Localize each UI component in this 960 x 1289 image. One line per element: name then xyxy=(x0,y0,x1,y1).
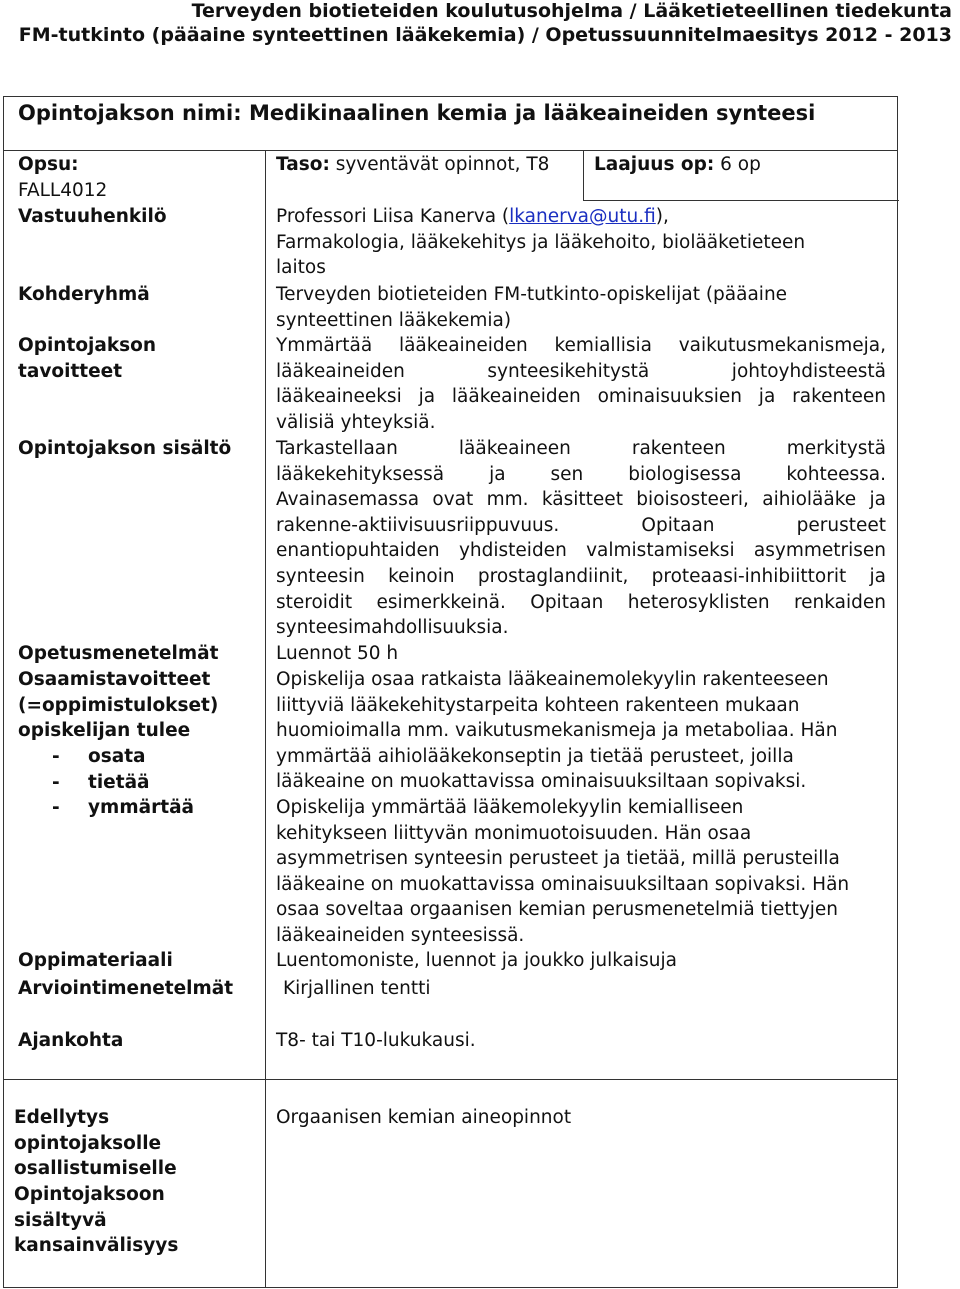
bottom-row-divider xyxy=(3,1079,898,1080)
osaamis-line-4: ymmärtää aihiolääkekonseptin ja tietää perusteet, joilla xyxy=(276,745,794,767)
opsu-code: FALL4012 xyxy=(18,180,108,201)
edellytys-label xyxy=(14,1105,177,1182)
tavoitteet-line-3: lääkeaineeksi ja lääkeaineiden ominaisuuksien ja rakenteen xyxy=(276,386,886,408)
materiaali-value: Luentomoniste, luennot ja joukko julkaisuja xyxy=(276,950,677,971)
kv-label-1: Opintojaksoon xyxy=(14,1184,165,1205)
arviointi-value: Kirjallinen tentti xyxy=(283,978,431,999)
dash-icon: - xyxy=(52,771,60,793)
osaamis-line-11: lääkeaineiden synteesissä. xyxy=(276,924,525,946)
osaamis-line-3: huomioimalla mm. vaikutusmekanismeja ja metaboliaa. Hän xyxy=(276,720,838,742)
osaamis-value xyxy=(276,667,849,949)
taso-value: syventävät opinnot, T8 xyxy=(329,154,550,175)
osaamis-line-2: liittyviä lääkekehitystarpeita kohteen rakenteen mukaan xyxy=(276,694,800,716)
ajankohta-label: Ajankohta xyxy=(18,1030,124,1051)
laajuus-value: 6 op xyxy=(714,154,761,175)
sisalto-line-7: steroidit esimerkkeinä. Opitaan heterosyklisten renkaiden xyxy=(276,591,886,613)
vastuu-label: Vastuuhenkilö xyxy=(18,206,167,227)
osaamis-label-1: Osaamistavoitteet xyxy=(18,669,211,690)
osaamis-label-3: opiskelijan tulee xyxy=(18,720,191,742)
dash-icon: - xyxy=(52,746,60,767)
vastuu-line-1 xyxy=(276,204,805,230)
tavoitteet-line-4: välisiä yhteyksiä. xyxy=(276,411,436,433)
vastuu-prefix: Professori Liisa Kanerva ( xyxy=(276,206,510,227)
edellytys-label-3: osallistumiselle xyxy=(14,1158,177,1180)
vastuu-value xyxy=(276,204,805,281)
tavoitteet-label-2: tavoitteet xyxy=(18,360,123,382)
header-line-2: FM-tutkinto (pääaine synteettinen lääkekemia) / Opetussuunnitelmaesitys 2012 - 2013 xyxy=(18,24,952,46)
edellytys-value: Orgaanisen kemian aineopinnot xyxy=(276,1107,572,1128)
osaamis-line-6: Opiskelija ymmärtää lääkemolekyylin kemialliseen xyxy=(276,796,744,818)
sisalto-line-3: Avainasemassa ovat mm. käsitteet bioisosteeri, aihiolääke ja xyxy=(276,489,886,511)
kv-label-2: sisältyvä xyxy=(14,1209,107,1231)
opsu-label: Opsu: xyxy=(18,154,79,175)
kohde-line-2: synteettinen lääkekemia) xyxy=(276,309,512,331)
edellytys-label-1: Edellytys xyxy=(14,1107,110,1128)
taso-field xyxy=(276,152,549,178)
osaamis-line-9: lääkeaine on muokattavissa ominaisuuksiltaan sopivaksi. Hän xyxy=(276,873,850,895)
materiaali-label: Oppimateriaali xyxy=(18,950,173,971)
osaamis-item-ymmartaa: ymmärtää xyxy=(88,797,195,819)
vastuu-line-2: Farmakologia, lääkekehitys ja lääkehoito, biolääketieteen xyxy=(276,231,806,253)
laajuus-field xyxy=(594,152,761,178)
osaamis-line-1: Opiskelija osaa ratkaista lääkeainemolekyylin rakenteeseen xyxy=(276,669,829,690)
osaamis-label xyxy=(18,667,218,744)
taso-label: Taso: xyxy=(276,154,330,175)
sisalto-line-1: Tarkastellaan lääkeaineen rakenteen merkitystä xyxy=(276,438,886,459)
kohde-value xyxy=(276,282,787,333)
sisalto-line-4: rakenne-aktiivisuusriippuvuus. Opitaan perusteet xyxy=(276,514,886,536)
column-divider-bottom xyxy=(265,1079,266,1288)
kohde-label: Kohderyhmä xyxy=(18,284,150,305)
opetus-label: Opetusmenetelmät xyxy=(18,643,219,664)
osaamis-line-8: asymmetrisen synteesin perusteet ja tietää, millä perusteilla xyxy=(276,848,840,870)
tavoitteet-value xyxy=(276,333,886,435)
osaamis-line-7: kehitykseen liittyvän monimuotoisuuden. Hän osaa xyxy=(276,822,752,844)
sisalto-line-6: synteesin keinoin prostaglandiinit, proteaasi-inhibiittorit ja xyxy=(276,565,886,587)
osaamis-item-tietaa: tietää xyxy=(88,771,150,793)
opetus-value: Luennot 50 h xyxy=(276,643,399,664)
kansainvalisyys-label xyxy=(14,1182,178,1259)
sisalto-line-5: enantiopuhtaiden yhdisteiden valmistamiseksi asymmetrisen xyxy=(276,540,886,562)
tavoitteet-line-2: lääkeaineiden synteesikehitystä johtoyhdisteestä xyxy=(276,360,886,382)
laajuus-label: Laajuus op: xyxy=(594,154,715,175)
course-name: Opintojakson nimi: Medikinaalinen kemia ja lääkeaineiden synteesi xyxy=(18,101,816,125)
ajankohta-value: T8- tai T10-lukukausi. xyxy=(276,1030,476,1051)
sisalto-line-2: lääkekehityksessä ja sen biologisessa kohteessa. xyxy=(276,463,886,485)
arviointi-label: Arviointimenetelmät xyxy=(18,978,234,999)
osaamis-line-10: osaa soveltaa orgaanisen kemian perusmenetelmiä tiettyjen xyxy=(276,899,839,921)
email-link[interactable]: lkanerva@utu.fi xyxy=(509,206,656,227)
vastuu-suffix: ), xyxy=(655,206,669,227)
osaamis-item-osata: osata xyxy=(88,746,146,767)
edellytys-label-2: opintojaksolle xyxy=(14,1132,162,1154)
sisalto-label: Opintojakson sisältö xyxy=(18,438,232,459)
sisalto-line-8: synteesimahdollisuuksia. xyxy=(276,617,509,639)
sisalto-value xyxy=(276,436,886,641)
tavoitteet-line-1: Ymmärtää lääkeaineiden kemiallisia vaikutusmekanismeja, xyxy=(276,335,886,356)
column-divider-main xyxy=(265,150,266,1079)
osaamis-line-5: lääkeaine on muokattavissa ominaisuuksiltaan sopivaksi. xyxy=(276,771,807,793)
kv-label-3: kansainvälisyys xyxy=(14,1235,179,1257)
vastuu-line-3: laitos xyxy=(276,257,326,279)
dash-icon: - xyxy=(52,797,60,819)
kohde-line-1: Terveyden biotieteiden FM-tutkinto-opiskelijat (pääaine xyxy=(276,284,788,305)
tavoitteet-label xyxy=(18,333,156,384)
osaamis-label-2: (=oppimistulokset) xyxy=(18,694,219,716)
tavoitteet-label-1: Opintojakson xyxy=(18,335,157,356)
header-line-1: Terveyden biotieteiden koulutusohjelma / Lääketieteellinen tiedekunta xyxy=(191,0,952,22)
